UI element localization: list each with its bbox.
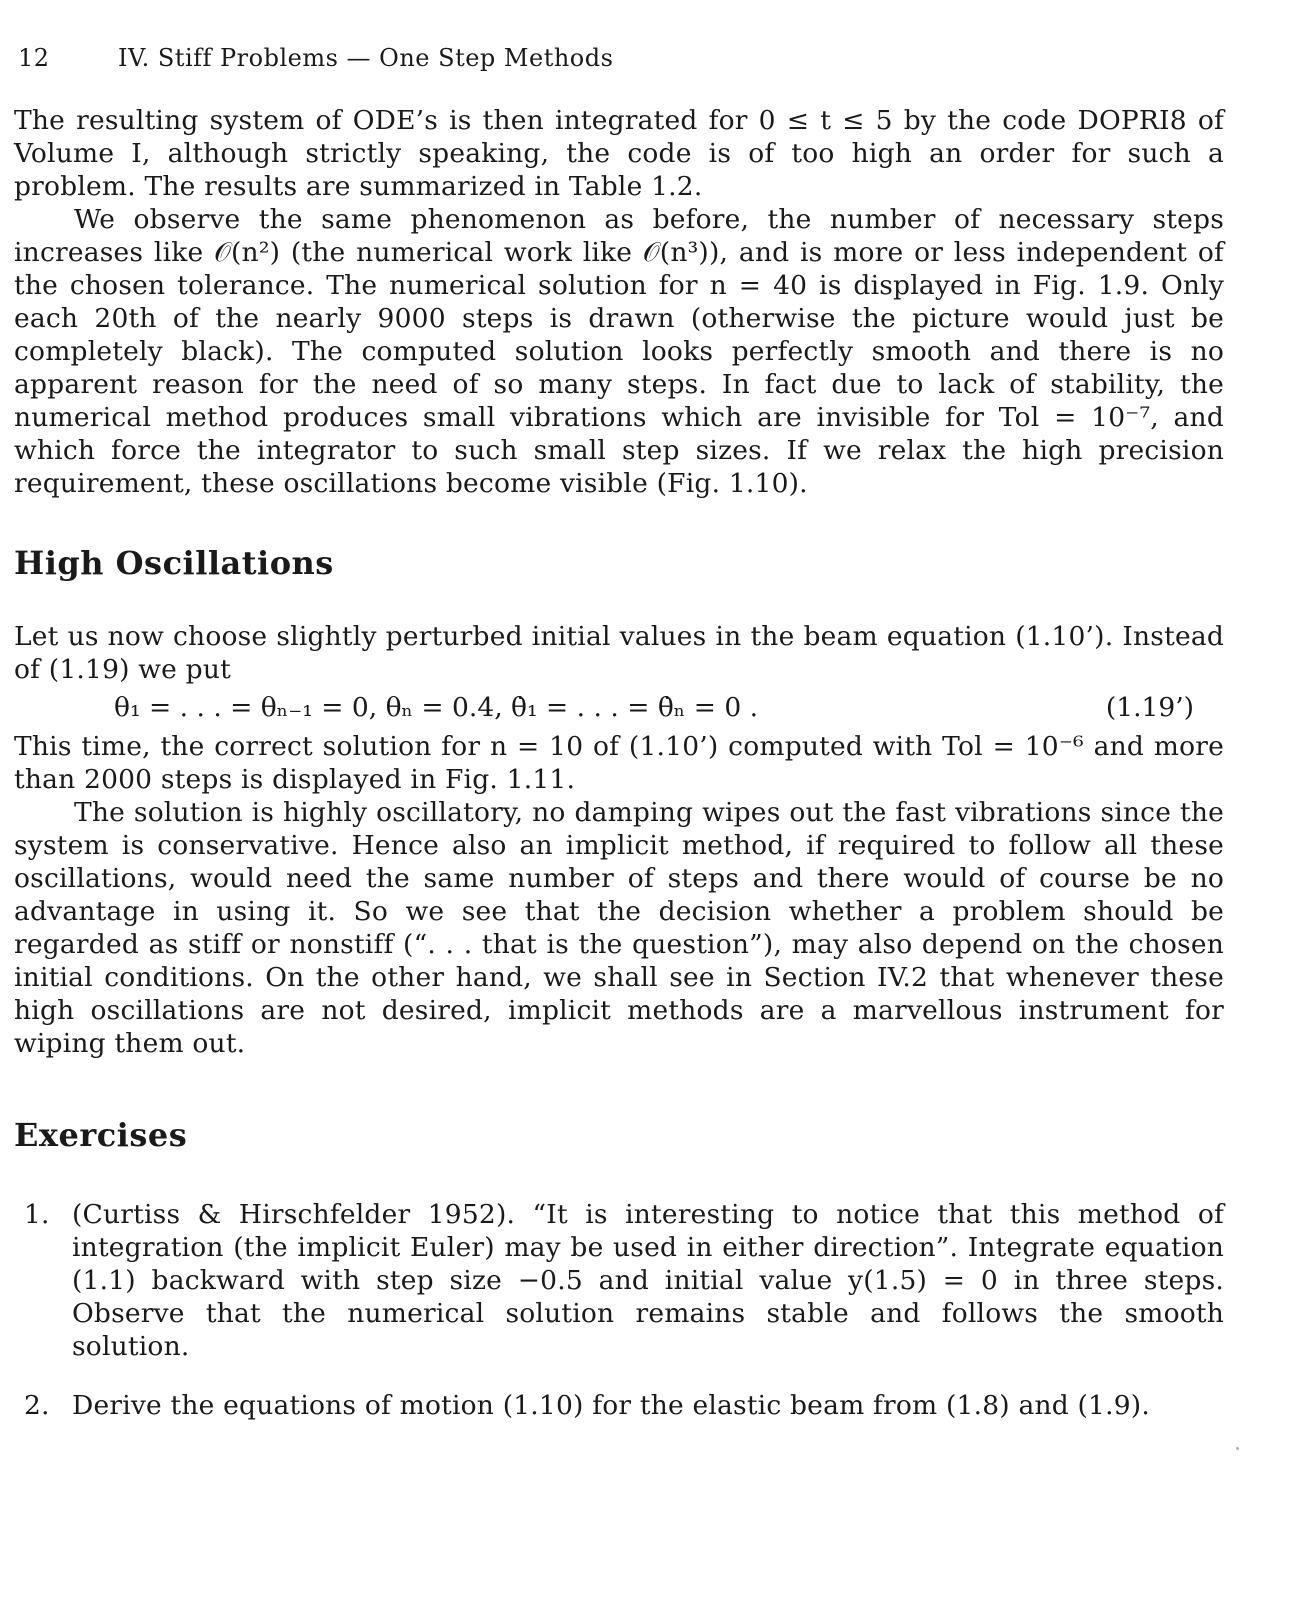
paragraph: This time, the correct solution for n = 10 of (1.10’) computed with Tol = 10⁻⁶ and more than 2000 steps is displayed in Fig. 1.11. (14, 731, 1224, 795)
paragraph: The solution is highly oscillatory, no damping wipes out the fast vibrations since the system is conservative. Hence also an implicit method, if required to follow all these oscillations, would need the same number of steps and there would of course be no advantage in using it. So we see that the decision whether a problem should be regarded as stiff or nonstiff (“. . . that is the question”), may also depend on the chosen initial conditions. On the other hand, we shall see in Section IV.2 that whenever these high oscillations are not desired, implicit methods are a marvellous instrument for wiping them out. (14, 797, 1224, 1059)
exercise-number: 2. (24, 1390, 50, 1421)
exercise-item (14, 1198, 1224, 1363)
running-head (14, 40, 1224, 80)
section-heading-exercises: Exercises (14, 1116, 188, 1154)
exercise-item (14, 1389, 1224, 1422)
exercise-number: 1. (24, 1199, 50, 1230)
section-heading-high-oscillations: High Oscillations (14, 544, 334, 582)
equation-number: (1.19’) (1105, 692, 1194, 723)
paragraph: The resulting system of ODE’s is then integrated for 0 ≤ t ≤ 5 by the code DOPRI8 of Volume I, although strictly speaking, the code is of too high an order for such a problem. The results are summarized in Table 1.2. (14, 105, 1224, 202)
equation-body: θ₁ = . . . = θₙ₋₁ = 0, θₙ = 0.4, θ̇₁ = . . . = θ̇ₙ = 0 . (114, 692, 759, 723)
exercise-text: (Curtiss & Hirschfelder 1952). “It is interesting to notice that this method of integration (the implicit Euler) may be used in either direction”. Integrate equation (1.1) backward with step size −0.5 and initial value y(1.5) = 0 in three steps. Observe that the numerical solution remains stable and follows the smooth solution. (72, 1199, 1224, 1362)
page-number: 12 (18, 44, 50, 72)
display-equation (14, 686, 1224, 730)
running-title: IV. Stiff Problems — One Step Methods (118, 44, 614, 72)
paragraph: We observe the same phenomenon as before, the number of necessary steps increases like 𝒪(n²) (the numerical work like 𝒪(n³)), and is more or less independent of the chosen tolerance. The numerical solution for n = 40 is displayed in Fig. 1.9. Only each 20th of the nearly 9000 steps is drawn (otherwise the picture would just be completely black). The computed solution looks perfectly smooth and there is no apparent reason for the need of so many steps. In fact due to lack of stability, the numerical method produces small vibrations which are invisible for Tol = 10⁻⁷, and which force the integrator to such small step sizes. If we relax the high precision requirement, these oscillations become visible (Fig. 1.10). (14, 204, 1224, 499)
book-page (14, 40, 1224, 1422)
exercise-text: Derive the equations of motion (1.10) for the elastic beam from (1.8) and (1.9). (72, 1390, 1150, 1421)
paragraph: Let us now choose slightly perturbed initial values in the beam equation (1.10’). Instead of (1.19) we put (14, 621, 1224, 685)
exercise-list (14, 1198, 1224, 1422)
intro-text-block (14, 104, 1224, 500)
high-oscillations-text-block (14, 620, 1224, 1060)
scan-speck (1236, 1447, 1239, 1450)
